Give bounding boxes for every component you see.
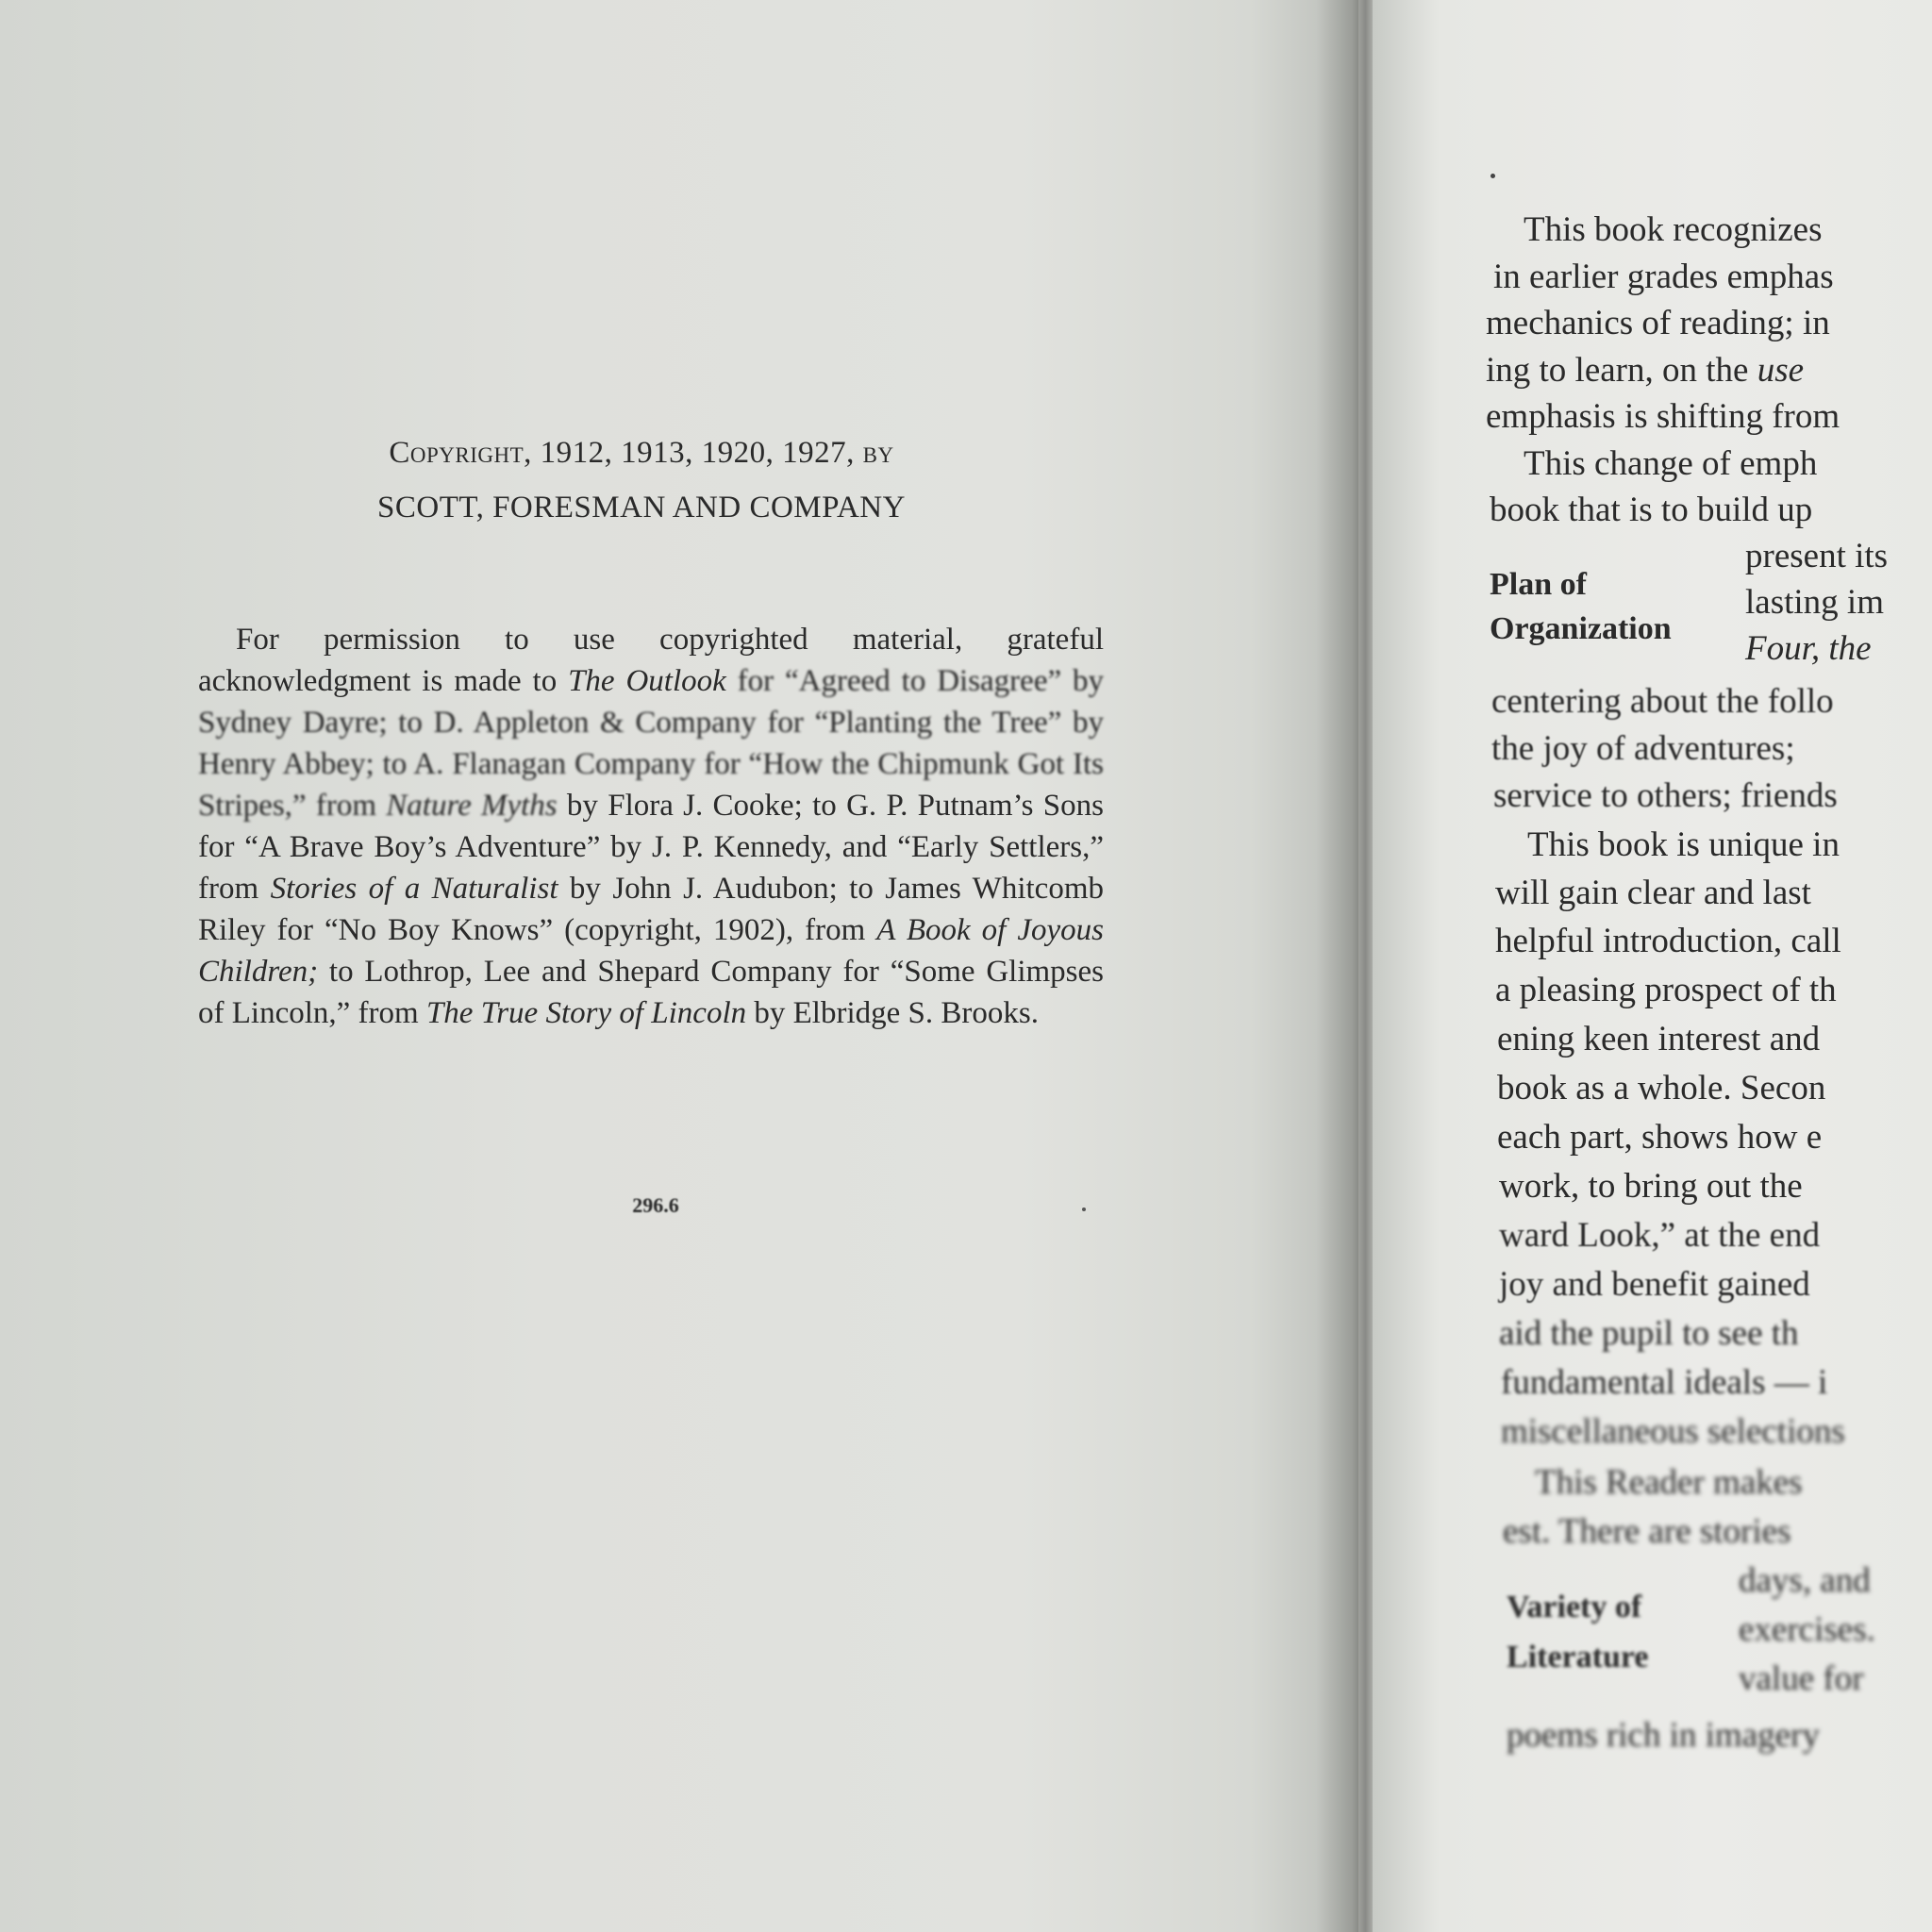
text-line: each part, shows how e xyxy=(1497,1118,1823,1157)
text-line: exercises. xyxy=(1739,1610,1875,1649)
text-line: fundamental ideals — i xyxy=(1501,1363,1828,1402)
ack-title-naturalist: Stories of a Naturalist xyxy=(270,872,558,906)
ack-text-5: to Lothrop, Lee and Shepard Company for “Some Glimpses of Lincoln,” from xyxy=(198,955,1104,1030)
text-line: the joy of adventures; xyxy=(1491,729,1795,768)
text-line: This Reader makes xyxy=(1535,1463,1803,1502)
ink-speck xyxy=(1491,174,1495,178)
text-line: in earlier grades emphas xyxy=(1493,258,1834,296)
printing-code: 296.6 xyxy=(632,1193,679,1217)
publisher-name: SCOTT, FORESMAN AND COMPANY xyxy=(377,491,906,525)
text-line: value for xyxy=(1739,1659,1864,1698)
text-line: days, and xyxy=(1739,1561,1871,1600)
text-line: joy and benefit gained xyxy=(1499,1265,1810,1304)
text-line: ing to learn, on the use xyxy=(1486,351,1805,390)
text-line: aid the pupil to see th xyxy=(1499,1314,1799,1353)
text-line: ening keen interest and xyxy=(1497,1020,1821,1058)
ack-text-6: by Elbridge S. Brooks. xyxy=(746,996,1039,1030)
ack-title-outlook: The Outlook xyxy=(568,664,726,698)
text-line: helpful introduction, call xyxy=(1495,922,1841,960)
permission-acknowledgment xyxy=(198,619,1104,1034)
text-line: a pleasing prospect of th xyxy=(1495,971,1837,1009)
text-line: service to others; friends xyxy=(1493,776,1838,815)
italic-word: use xyxy=(1757,351,1805,390)
text-line: This book is unique in xyxy=(1527,825,1840,864)
side-heading-literature: Literature xyxy=(1507,1640,1649,1674)
text-line: ward Look,” at the end xyxy=(1499,1216,1821,1255)
ack-title-nature-myths: Nature Myths xyxy=(386,789,558,823)
text-line: miscellaneous selections xyxy=(1501,1412,1845,1451)
text-line: lasting im xyxy=(1745,583,1884,622)
text-line: This book recognizes xyxy=(1524,210,1823,249)
text-line: Four, the xyxy=(1745,629,1872,668)
ack-text-2: for “Agreed to Disagree” by Sydney Dayre; to D. Appleton & Company for “Planting the Tree” by Henry Abbey; to A. Flanagan Company for “How the Chipmunk Got Its Stripes,” from xyxy=(198,664,1104,823)
ack-title-lincoln: The True Story of Lincoln xyxy=(425,996,747,1030)
text-line: mechanics of reading; in xyxy=(1486,304,1830,342)
text-line: will gain clear and last xyxy=(1495,874,1811,912)
ack-text-4: by John J. Audubon; to James Whitcomb Riley for “No Boy Knows” (copyright, 1902), from xyxy=(198,872,1104,947)
side-heading-variety: Variety of xyxy=(1507,1590,1642,1624)
ack-text-1: For permission to use copyrighted material, grateful acknowledgment is made to xyxy=(198,623,1104,698)
text-line: book that is to build up xyxy=(1490,491,1813,529)
text-line: work, to bring out the xyxy=(1499,1167,1803,1206)
side-heading-organization: Organization xyxy=(1490,611,1672,646)
text-line: est. There are stories xyxy=(1503,1512,1791,1551)
ink-speck xyxy=(1082,1208,1086,1211)
text-line: book as a whole. Secon xyxy=(1497,1069,1826,1108)
intro-text xyxy=(1486,0,1932,1932)
text-line: emphasis is shifting from xyxy=(1486,397,1840,436)
copyright-notice: Copyright, 1912, 1913, 1920, 1927, by xyxy=(389,436,894,470)
text-line: poems rich in imagery xyxy=(1507,1716,1820,1755)
text-line: This change of emph xyxy=(1524,444,1818,483)
text-line: centering about the follo xyxy=(1491,682,1834,721)
ack-title-joyous-children: A Book of Joyous Children; xyxy=(198,913,1104,989)
text-line: present its xyxy=(1745,537,1889,575)
right-page xyxy=(1373,0,1932,1932)
ack-text-3: by Flora J. Cooke; to G. P. Putnam’s Sons for “A Brave Boy’s Adventure” by J. P. Kennedy, and “Early Settlers,” from xyxy=(198,789,1104,906)
side-heading-plan: Plan of xyxy=(1490,567,1587,602)
